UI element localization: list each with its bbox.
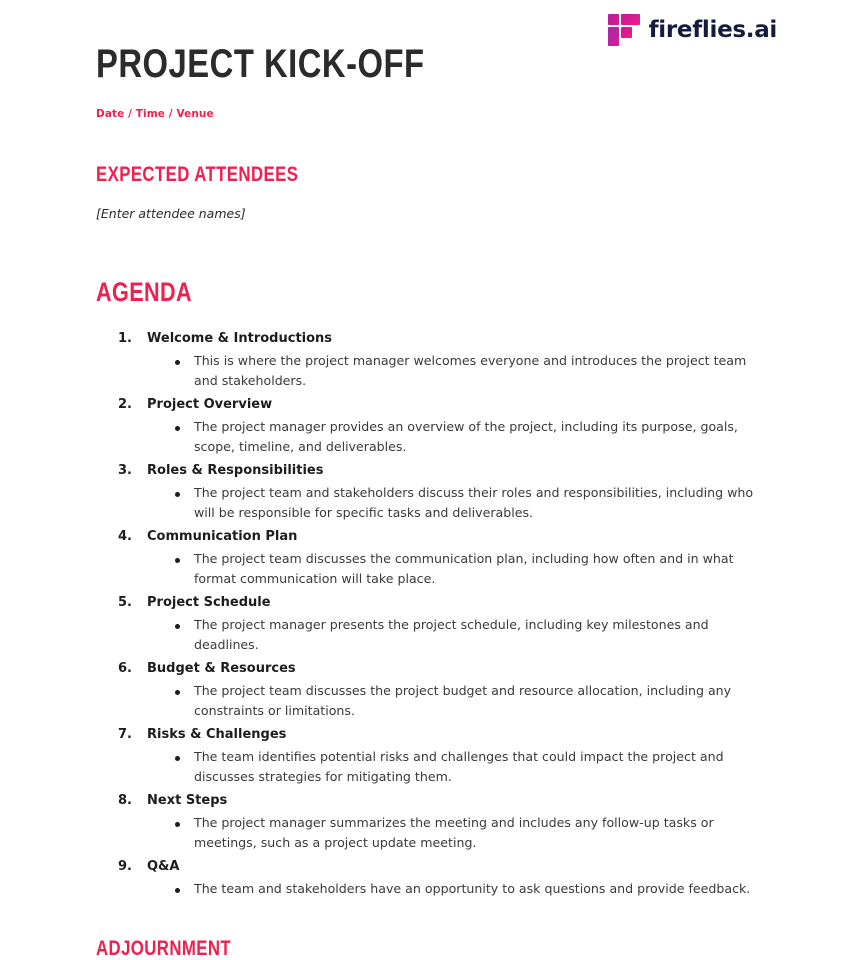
agenda-item-number: 8. bbox=[118, 793, 132, 809]
list-item bbox=[96, 856, 786, 902]
page-title: PROJECT KICK-OFF bbox=[96, 42, 425, 86]
list-item bbox=[96, 658, 786, 724]
section-heading-agenda: AGENDA bbox=[96, 277, 193, 308]
section-heading-attendees: EXPECTED ATTENDEES bbox=[96, 163, 299, 186]
list-item bbox=[147, 877, 786, 899]
list-item bbox=[96, 724, 786, 790]
agenda-item-number: 6. bbox=[118, 661, 132, 677]
agenda-sub-list bbox=[147, 349, 786, 394]
bullet-icon bbox=[175, 492, 180, 497]
agenda-item-title: Risks & Challenges bbox=[147, 727, 287, 743]
agenda-item-description: The project team discusses the project budget and resource allocation, including any constraints or limitations. bbox=[194, 683, 732, 719]
bullet-icon bbox=[175, 822, 180, 827]
list-item bbox=[96, 328, 786, 394]
agenda-item-number: 5. bbox=[118, 595, 132, 611]
agenda-item-description: The project team discusses the communication plan, including how often and in what format communication will take place. bbox=[194, 551, 734, 587]
agenda-sub-list bbox=[147, 481, 786, 526]
agenda-sub-list bbox=[147, 745, 786, 790]
list-item bbox=[147, 349, 786, 391]
list-item bbox=[96, 394, 786, 460]
agenda-item-number: 1. bbox=[118, 331, 132, 347]
agenda-item-number: 9. bbox=[118, 859, 132, 875]
bullet-icon bbox=[175, 624, 180, 629]
agenda-sub-list bbox=[147, 547, 786, 592]
agenda-sub-list bbox=[147, 811, 786, 856]
list-item bbox=[147, 613, 786, 655]
bullet-icon bbox=[175, 360, 180, 365]
bullet-icon bbox=[175, 558, 180, 563]
document-content bbox=[96, 0, 786, 960]
list-item bbox=[147, 481, 786, 523]
agenda-sub-list bbox=[147, 679, 786, 724]
agenda-item-title: Q&A bbox=[147, 859, 180, 875]
agenda-item-description: The team and stakeholders have an opportunity to ask questions and provide feedback. bbox=[194, 881, 751, 897]
list-item bbox=[147, 679, 786, 721]
agenda-sub-list bbox=[147, 415, 786, 460]
list-item bbox=[147, 547, 786, 589]
agenda-item-title: Project Overview bbox=[147, 397, 273, 413]
agenda-item-title: Roles & Responsibilities bbox=[147, 463, 324, 479]
agenda-item-number: 4. bbox=[118, 529, 132, 545]
agenda-item-number: 2. bbox=[118, 397, 132, 413]
date-time-venue-line: Date / Time / Venue bbox=[96, 108, 214, 120]
agenda-item-title: Project Schedule bbox=[147, 595, 271, 611]
agenda-item-title: Communication Plan bbox=[147, 529, 298, 545]
agenda-item-description: The project manager summarizes the meeting and includes any follow-up tasks or meetings, such as a project update meeting. bbox=[194, 815, 714, 851]
agenda-item-description: The project manager provides an overview of the project, including its purpose, goals, scope, timeline, and deliverables. bbox=[194, 419, 738, 455]
list-item bbox=[96, 526, 786, 592]
agenda-sub-list bbox=[147, 877, 786, 902]
agenda-item-title: Welcome & Introductions bbox=[147, 331, 333, 347]
agenda-item-number: 3. bbox=[118, 463, 132, 479]
agenda-item-description: The project manager presents the project schedule, including key milestones and deadlines. bbox=[194, 617, 709, 653]
agenda-item-title: Budget & Resources bbox=[147, 661, 296, 677]
list-item bbox=[147, 811, 786, 853]
agenda-item-number: 7. bbox=[118, 727, 132, 743]
brand-name: fireflies.ai bbox=[648, 16, 777, 43]
agenda-item-description: The project team and stakeholders discuss their roles and responsibilities, including who will be responsible for specific tasks and deliverables. bbox=[194, 485, 754, 521]
agenda-item-description: The team identifies potential risks and challenges that could impact the project and discusses strategies for mitigating them. bbox=[194, 749, 724, 785]
section-heading-adjournment: ADJOURNMENT bbox=[96, 937, 232, 960]
bullet-icon bbox=[175, 426, 180, 431]
list-item bbox=[96, 460, 786, 526]
bullet-icon bbox=[175, 888, 180, 893]
agenda-sub-list bbox=[147, 613, 786, 658]
attendee-names-placeholder: [Enter attendee names] bbox=[96, 206, 246, 222]
agenda-item-description: This is where the project manager welcomes everyone and introduces the project team and stakeholders. bbox=[194, 353, 747, 389]
bullet-icon bbox=[175, 690, 180, 695]
list-item bbox=[147, 745, 786, 787]
bullet-icon bbox=[175, 756, 180, 761]
list-item bbox=[96, 592, 786, 658]
agenda-list bbox=[96, 306, 786, 902]
agenda-item-title: Next Steps bbox=[147, 793, 228, 809]
list-item bbox=[96, 790, 786, 856]
list-item bbox=[147, 415, 786, 457]
